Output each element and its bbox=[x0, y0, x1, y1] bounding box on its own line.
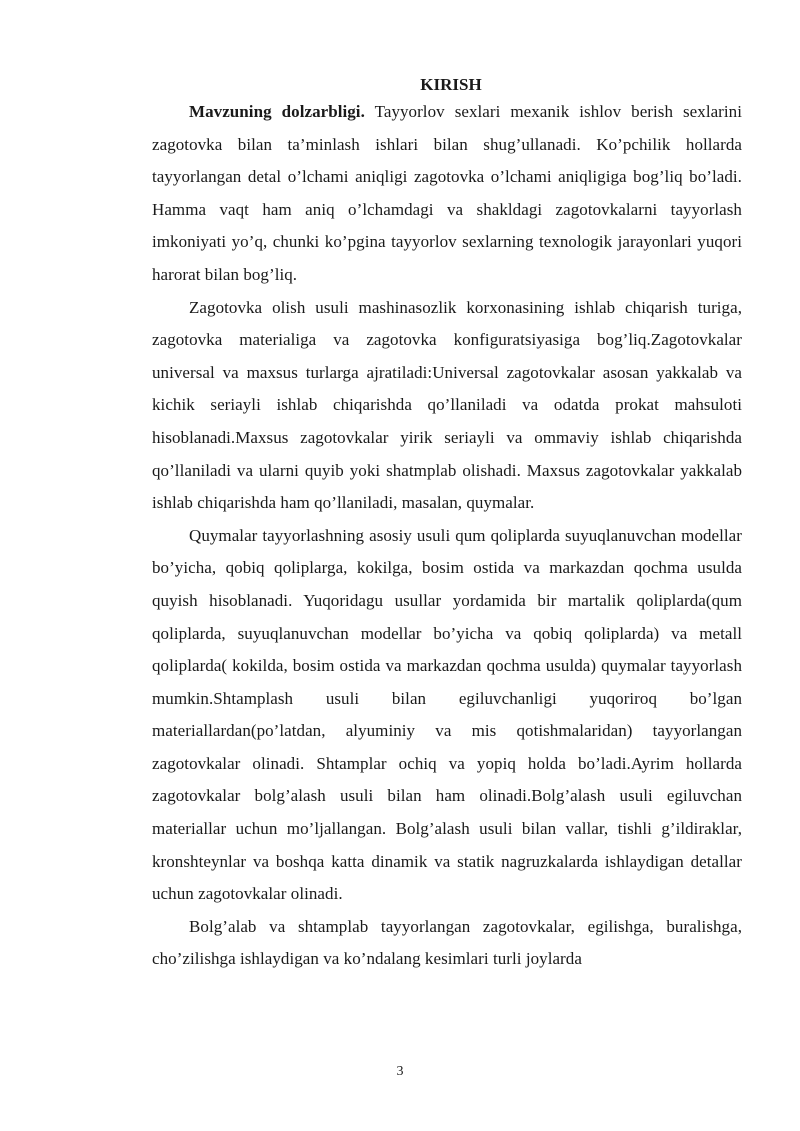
section-title: KIRISH bbox=[420, 75, 482, 94]
paragraph-3 bbox=[152, 520, 742, 911]
paragraph-text: Tayyorlov sexlari mexanik ishlov berish sexlarini zagotovka bilan ta’minlash ishlari bilan shug’ullanadi. Ko’pchilik hollarda tayyorlangan detal o’lchami aniqligi zagotovka o’lchami aniqligiga bog’liq bo’ladi. Hamma vaqt ham aniq o’lchamdagi va shakldagi zagotovkalarni tayyorlash imkoniyati yo’q, chunki ko’pgina tayyorlov sexlarning texnologik jarayonlari yuqori harorat bilan bog’liq. bbox=[152, 102, 742, 284]
document-page bbox=[152, 74, 742, 976]
paragraph-lead: Mavzuning dolzarbligi. bbox=[189, 102, 365, 121]
paragraph-text: Quymalar tayyorlashning asosiy usuli qum qoliplarda suyuqlanuvchan modellar bo’yicha, qobiq qoliplarga, kokilga, bosim ostida va markazdan qochma usulda quyish hisoblanadi. Yuqoridagu usullar yordamida bir martalik qoliplarda(qum qoliplarda, suyuqlanuvchan modellar bo’yicha va qobiq qoliplarda) va metall qoliplarda( kokilda, bosim ostida va markazdan qochma usulda) quymalar tayyorlash mumkin.Shtamplash usuli bilan egiluvchanligi yuqoriroq bo’lgan materiallardan(po’latdan, alyuminiy va mis qotishmalaridan) tayyorlangan zagotovkalar olinadi. Shtamplar ochiq va yopiq holda bo’ladi.Ayrim hollarda zagotovkalar bolg’alash usuli bilan ham olinadi.Bolg’alash usuli egiluvchan materiallar uchun mo’ljallangan. Bolg’alash usuli bilan vallar, tishli g’ildiraklar, kronshteynlar va boshqa katta dinamik va statik nagruzkalarda ishlaydigan detallar uchun zagotovkalar olinadi. bbox=[152, 525, 742, 904]
paragraph-1 bbox=[152, 96, 742, 292]
paragraph-2 bbox=[152, 292, 742, 520]
paragraph-4 bbox=[152, 911, 742, 976]
page-number: 3 bbox=[396, 1064, 404, 1079]
paragraph-text: Bolg’alab va shtamplab tayyorlangan zagotovkalar, egilishga, buralishga, cho’zilishga ishlaydigan va ko’ndalang kesimlari turli joylarda bbox=[152, 916, 742, 969]
paragraph-text: Zagotovka olish usuli mashinasozlik korxonasining ishlab chiqarish turiga, zagotovka materialiga va zagotovka konfiguratsiyasiga bog’liq.Zagotovkalar universal va maxsus turlarga ajratiladi:Universal zagotovkalar asosan yakkalab va kichik seriayli ishlab chiqarishda qo’llaniladi va odatda prokat mahsuloti hisoblanadi.Maxsus zagotovkalar yirik seriayli va ommaviy ishlab chiqarishda qo’llaniladi va ularni quyib yoki shatmplab olishadi. Maxsus zagotovkalar yakkalab ishlab chiqarishda ham qo’llaniladi, masalan, quymalar. bbox=[152, 297, 742, 513]
